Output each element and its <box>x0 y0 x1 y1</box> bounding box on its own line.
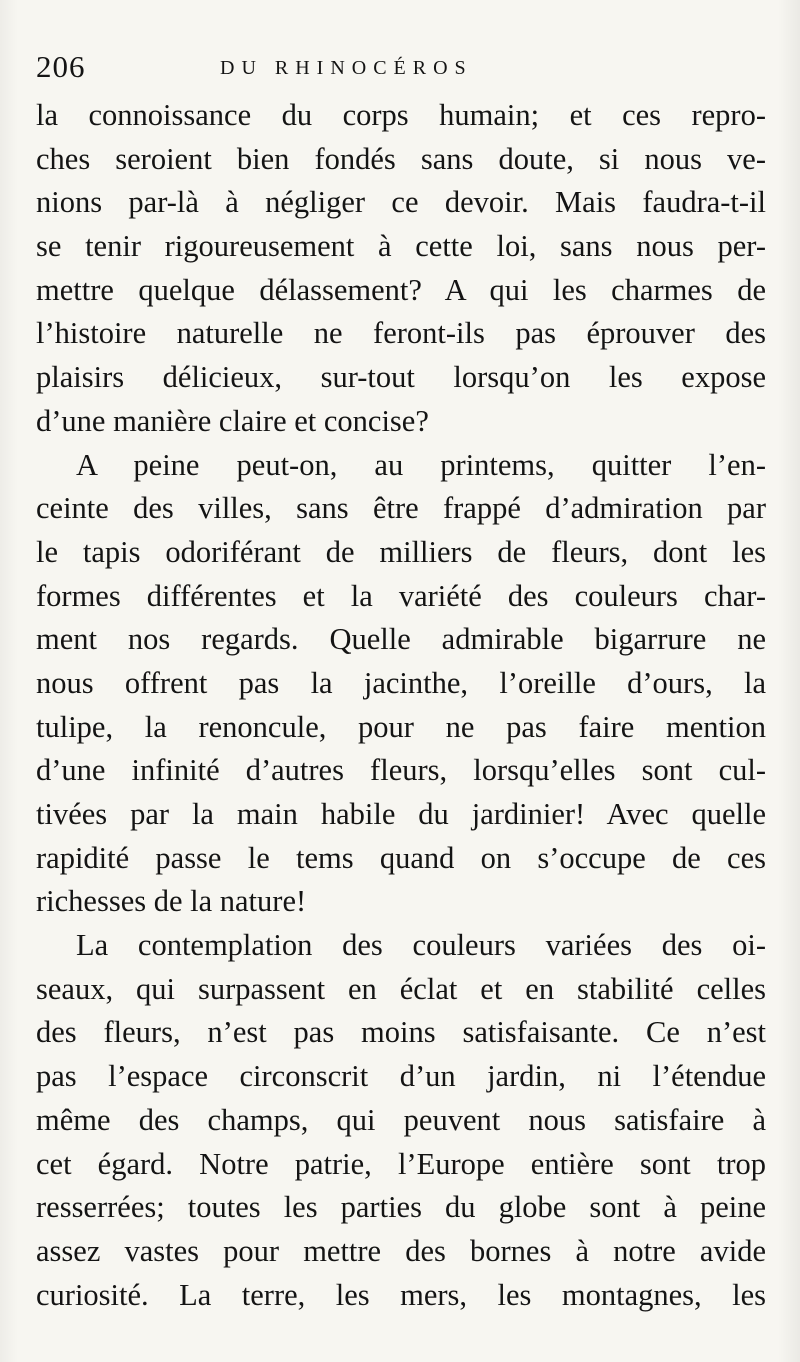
text-line: formes différentes et la variété des couleurs char- <box>36 578 766 613</box>
text-line: resserrées; toutes les parties du globe sont à peine <box>36 1190 766 1225</box>
body-text <box>36 94 766 1317</box>
text-line: d’une infinité d’autres fleurs, lorsqu’elles sont cul- <box>36 753 766 788</box>
text-line: cet égard. Notre patrie, l’Europe entière sont trop <box>36 1146 766 1181</box>
text-line: A peine peut-on, au printems, quitter l’en- <box>76 447 766 482</box>
text-line: pas l’espace circonscrit d’un jardin, ni l’étendue <box>36 1059 766 1094</box>
text-line: l’histoire naturelle ne feront-ils pas éprouver des <box>36 316 766 351</box>
text-line: nions par-là à négliger ce devoir. Mais faudra-t-il <box>36 185 766 220</box>
page-number: 206 <box>36 49 86 84</box>
text-line: ches seroient bien fondés sans doute, si nous ve- <box>36 141 766 176</box>
text-line: nous offrent pas la jacinthe, l’oreille d’ours, la <box>36 665 766 700</box>
text-line: tulipe, la renoncule, pour ne pas faire mention <box>36 709 766 744</box>
text-line: même des champs, qui peuvent nous satisfaire à <box>36 1102 766 1137</box>
text-line: richesses de la nature! <box>36 884 307 919</box>
text-line: curiosité. La terre, les mers, les montagnes, les <box>36 1277 766 1312</box>
text-line: plaisirs délicieux, sur-tout lorsqu’on les expose <box>36 360 766 395</box>
text-line: se tenir rigoureusement à cette loi, sans nous per- <box>36 229 766 264</box>
text-line: d’une manière claire et concise? <box>36 403 429 438</box>
text-line: le tapis odoriférant de milliers de fleurs, dont les <box>36 534 766 569</box>
text-line: la connoissance du corps humain; et ces repro- <box>36 98 766 132</box>
text-line: mettre quelque délassement? A qui les charmes de <box>36 272 766 307</box>
text-line: La contemplation des couleurs variées des oi- <box>76 928 766 963</box>
text-line: des fleurs, n’est pas moins satisfaisante. Ce n’est <box>36 1015 766 1050</box>
text-line: seaux, qui surpassent en éclat et en stabilité celles <box>36 971 766 1006</box>
text-line: ceinte des villes, sans être frappé d’admiration par <box>36 491 766 526</box>
text-line: assez vastes pour mettre des bornes à notre avide <box>36 1233 766 1268</box>
text-line: ment nos regards. Quelle admirable bigarrure ne <box>36 622 766 657</box>
page-header <box>30 44 770 88</box>
text-line: tivées par la main habile du jardinier! Avec quelle <box>36 797 766 831</box>
text-line: rapidité passe le tems quand on s’occupe de ces <box>36 840 766 875</box>
running-title: DU RHINOCÉROS <box>220 57 473 79</box>
